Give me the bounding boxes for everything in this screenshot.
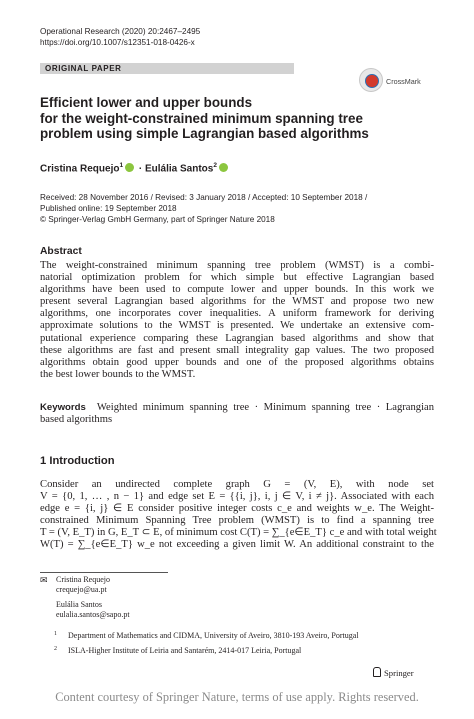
- affiliation-number: 2: [54, 646, 57, 652]
- second-author-contact: [56, 600, 130, 621]
- second-email[interactable]: eulalia.santos@sapo.pt: [56, 610, 130, 620]
- intro-body: [40, 479, 437, 552]
- abstract-line: algorithms, one incorporates cover inequalities. A uniform framework for deriving: [40, 308, 434, 320]
- crossmark-badge[interactable]: [359, 68, 429, 94]
- article-type-banner: ORIGINAL PAPER: [40, 63, 294, 74]
- corresponding-author: [56, 575, 110, 596]
- intro-line: W(T) = ∑_{e∈E_T} w_e not exceeding a given limit W. An additional constraint to the: [40, 539, 434, 551]
- author-name[interactable]: Cristina Requejo: [40, 163, 120, 175]
- abstract-line: present several Lagrangian based algorithms for the WMST and propose two new: [40, 296, 434, 308]
- dates-line: Received: 28 November 2016 / Revised: 3 January 2018 / Accepted: 10 September 2018 /: [40, 193, 368, 202]
- intro-line: Consider an undirected complete graph G = (V, E), with node set: [40, 479, 434, 490]
- abstract-line: algorithms have been used to compute lower and upper bounds. In this work we: [40, 284, 434, 296]
- abstract-heading: Abstract: [40, 246, 82, 257]
- keywords-line: based algorithms: [40, 414, 113, 426]
- orcid-icon[interactable]: [219, 163, 228, 172]
- publisher-name: Springer: [384, 668, 414, 678]
- springer-horse-icon: [373, 667, 381, 677]
- intro-line: V = {0, 1, … , n − 1} and edge set E = {{i, j}, i, j ∈ V, i ≠ j}. Associated with each: [40, 491, 434, 503]
- abstract-line: algorithms obtain good upper bounds and one of the proposed algorithms obtains: [40, 356, 434, 368]
- title-line: for the weight-constrained minimum spanning tree: [40, 110, 363, 126]
- author-list: [40, 162, 230, 174]
- doi-link[interactable]: https://doi.org/10.1007/s12351-018-0426-x: [40, 38, 195, 47]
- envelope-icon: ✉: [40, 575, 48, 585]
- affiliation-2: ISLA-Higher Institute of Leiria and Santarém, 2414-017 Leiria, Portugal: [68, 646, 302, 655]
- crossmark-label: CrossMark: [386, 77, 421, 86]
- footnote-rule: [40, 572, 168, 573]
- intro-line: constrained Minimum Spanning Tree problem (WMST) is to find a spanning tree: [40, 515, 434, 527]
- section-heading: 1 Introduction: [40, 455, 115, 467]
- keywords: [40, 402, 434, 426]
- second-name: Eulália Santos: [56, 600, 102, 609]
- abstract-line: these algorithms are fast and present small integrality gap values. The two proposed: [40, 344, 434, 356]
- intro-line: T = (V, E_T) in G, E_T ⊂ E, of minimum cost C(T) = ∑_{e∈E_T} c_e and with total weight: [40, 527, 437, 539]
- intro-line: edge e = {i, j} ∈ E consider positive integer costs c_e and weights w_e. The Weight-: [40, 503, 434, 515]
- author-separator: ·: [136, 163, 145, 175]
- affiliation-1: Department of Mathematics and CIDMA, University of Aveiro, 3810-193 Aveiro, Portugal: [68, 631, 359, 640]
- publication-dates: [40, 193, 367, 225]
- keywords-heading: Keywords: [40, 402, 86, 413]
- title-line: problem using simple Lagrangian based algorithms: [40, 126, 369, 141]
- abstract-body: [40, 260, 434, 381]
- abstract-line: the best lower bounds to the WMST.: [40, 368, 196, 380]
- abstract-line: The weight-constrained minimum spanning tree problem (WMST) is a combi-: [40, 260, 434, 271]
- crossmark-icon: [359, 68, 383, 92]
- affiliation-number: 1: [54, 631, 57, 637]
- affiliation-sup: 2: [213, 162, 217, 169]
- corr-name: Cristina Requejo: [56, 575, 110, 584]
- publisher-logo: [373, 667, 414, 678]
- abstract-line: putational experience comparing these Lagrangian based algorithms and show that: [40, 332, 434, 344]
- paper-title: [40, 95, 370, 142]
- orcid-icon[interactable]: [125, 163, 134, 172]
- author-name[interactable]: Eulália Santos: [144, 163, 214, 175]
- affiliation-sup: 1: [119, 162, 124, 169]
- keywords-line: [40, 402, 434, 414]
- abstract-line: natorial optimization problem for which simple but effective Lagrangian based: [40, 272, 434, 284]
- corr-email[interactable]: crequejo@ua.pt: [56, 585, 107, 595]
- dates-line: Published online: 19 September 2018: [40, 203, 177, 213]
- abstract-line: approximate solutions to the WMST is presented. We undertake an extensive com-: [40, 320, 434, 332]
- title-line: Efficient lower and upper bounds: [40, 95, 253, 110]
- copyright-line: © Springer-Verlag GmbH Germany, part of Springer Nature 2018: [40, 214, 275, 224]
- journal-citation: Operational Research (2020) 20:2467–2495: [40, 27, 201, 36]
- keywords-text: Weighted minimum spanning tree · Minimum spanning tree · Lagrangian: [96, 402, 435, 413]
- courtesy-notice: Content courtesy of Springer Nature, terms of use apply. Rights reserved.: [55, 690, 419, 704]
